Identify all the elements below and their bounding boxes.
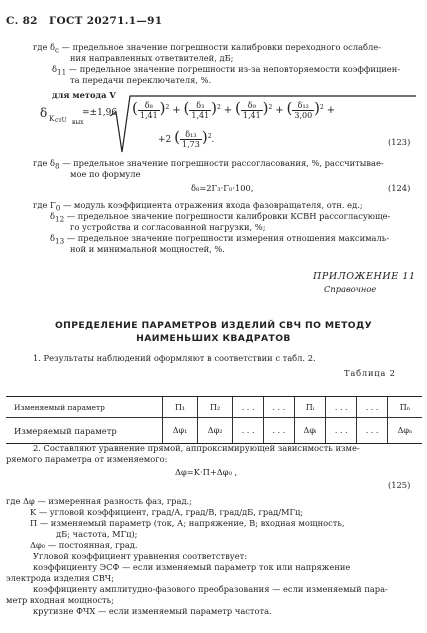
def-125-0: где Δφ — измеренная разность фаз, град.; xyxy=(6,496,192,506)
sqrt-terms-2: +2 ( $\frac{\text{δ₁₃}}{1,73}$ )$^2$. xyxy=(158,128,215,149)
table-cell: Δφᵢ xyxy=(294,418,325,444)
table-cell: . . . xyxy=(357,418,388,444)
para-2-line-2: ряемого параметра от изменяемого: xyxy=(6,454,168,464)
def-d11: $\delta_{11}$ — предельное значение погрешности из-за неповторяемости коэффициен- xyxy=(52,64,401,77)
def-125-3: дБ; частота, МГц); xyxy=(56,529,138,539)
def-d8-cont: мое по формуле xyxy=(70,169,141,179)
table-label: Таблица 2 xyxy=(344,368,396,378)
def-d8: где $\delta_8$ — предельное значение погрешности рассогласования, %, рассчитывае- xyxy=(33,158,384,171)
formula-lhs-sub3: вых xyxy=(72,119,84,126)
table-cell: . . . xyxy=(326,418,357,444)
para-3-line-5: метр входная мощность; xyxy=(6,595,114,605)
table-row-measured xyxy=(6,418,422,444)
table-cell: Изменяемый параметр xyxy=(6,397,163,418)
table-cell: . . . xyxy=(233,418,264,444)
formula-lhs-sub2: стU xyxy=(55,117,67,124)
formula-123 xyxy=(40,106,47,120)
formula-coef: =±1,96 xyxy=(82,108,118,118)
formula-124: δ₈=2Γ₃·Γ₀·100, xyxy=(191,183,254,193)
table-cell: . . . xyxy=(263,418,294,444)
eq-number-123: (123) xyxy=(388,137,411,147)
table-cell: Измеряемый параметр xyxy=(6,418,163,444)
table-cell: . . . xyxy=(263,397,294,418)
table-row-varied xyxy=(6,397,422,418)
appendix-subtitle: Справочное xyxy=(324,284,377,294)
standard-number: ГОСТ 20271.1—91 xyxy=(49,15,163,27)
def-d13: $\delta_{13}$ — предельное значение погрешности измерения отношения максималь- xyxy=(50,233,390,246)
para-3-line-3: электрода изделия СВЧ; xyxy=(6,573,115,583)
para-3-line-1: Угловой коэффициент уравнения соответствует: xyxy=(33,551,247,561)
observations-table xyxy=(6,396,422,444)
def-125-4: Δφ₀ — постоянная, град. xyxy=(30,540,138,550)
table-cell: Πₙ xyxy=(387,397,422,418)
table-cell: Πᵢ xyxy=(294,397,325,418)
def-d12-cont: го устройства и согласованной нагрузки, %; xyxy=(70,222,266,232)
method-label: для метода V xyxy=(52,90,116,100)
formula-125: Δφ=K·Π+Δφ₀ , xyxy=(175,467,238,477)
para-2-line-1: 2. Составляют уравнение прямой, аппроксимирующей зависимость изме- xyxy=(33,443,360,453)
section-title-1: ОПРЕДЕЛЕНИЕ ПАРАМЕТРОВ ИЗДЕЛИЙ СВЧ ПО МЕТОДУ xyxy=(54,320,373,331)
eq-number-125: (125) xyxy=(388,480,411,490)
formula-lhs-sub: K xyxy=(49,114,55,123)
def-dc: где $\delta_c$ — предельное значение погрешности калибровки переходного ослабле- xyxy=(33,42,382,55)
para-3-line-2: коэффициенту ЭСФ — если изменяемый параметр ток или напряжение xyxy=(33,562,351,572)
def-g0: где $\Gamma_0$ — модуль коэффициента отражения входа фазовращателя, отн. ед.; xyxy=(33,200,363,213)
para-3-line-4: коэффициенту амплитудно-фазового преобразования — если изменяемый пара- xyxy=(33,584,388,594)
para-1: 1. Результаты наблюдений оформляют в соответствии с табл. 2. xyxy=(33,353,316,363)
table-cell: Π₂ xyxy=(198,397,233,418)
table-cell: . . . xyxy=(233,397,264,418)
def-d11-cont: та передачи переключателя, %. xyxy=(70,75,212,85)
section-title-2: НАИМЕНЬШИХ КВАДРАТОВ xyxy=(136,333,291,344)
def-d12: $\delta_{12}$ — предельное значение погрешности калибровки КСВН рассогласующе- xyxy=(50,211,391,224)
def-d13-cont: ной и минимальной мощностей, %. xyxy=(70,244,225,254)
sqrt-terms: ( $\frac{\text{δ₈}}{1,41}$ )$^2$ + ( $\frac{\text{δ₃}}{1,41}$ )$^2$ + ( $\frac{\text{δ₉}}{1,41}$ )$^2$ + ( $\frac{\text{δ₁₂}}{3,00}$ )$^2$ + xyxy=(132,99,336,120)
table-cell: . . . xyxy=(326,397,357,418)
eq-number-124: (124) xyxy=(388,183,411,193)
page-number: С. 82 xyxy=(6,15,38,27)
table-cell: Δφₙ xyxy=(387,418,422,444)
table-cell: Δφ₂ xyxy=(198,418,233,444)
para-3-line-6: крутизне ФЧХ — если изменяемый параметр частота. xyxy=(33,606,272,616)
def-125-1: K — угловой коэффициент, град/А, град/В, град/дБ, град/МГц; xyxy=(30,507,304,517)
appendix-title: ПРИЛОЖЕНИЕ 11 xyxy=(313,271,416,282)
table-cell: Δφ₁ xyxy=(163,418,198,444)
formula-lhs: δ xyxy=(40,106,48,120)
def-125-2: Π — изменяемый параметр (ток, А; напряжение, В; входная мощность, xyxy=(30,518,345,528)
table-cell: Π₁ xyxy=(163,397,198,418)
def-dc-cont: ния направленных ответвителей, дБ; xyxy=(70,53,234,63)
table-cell: . . . xyxy=(357,397,388,418)
